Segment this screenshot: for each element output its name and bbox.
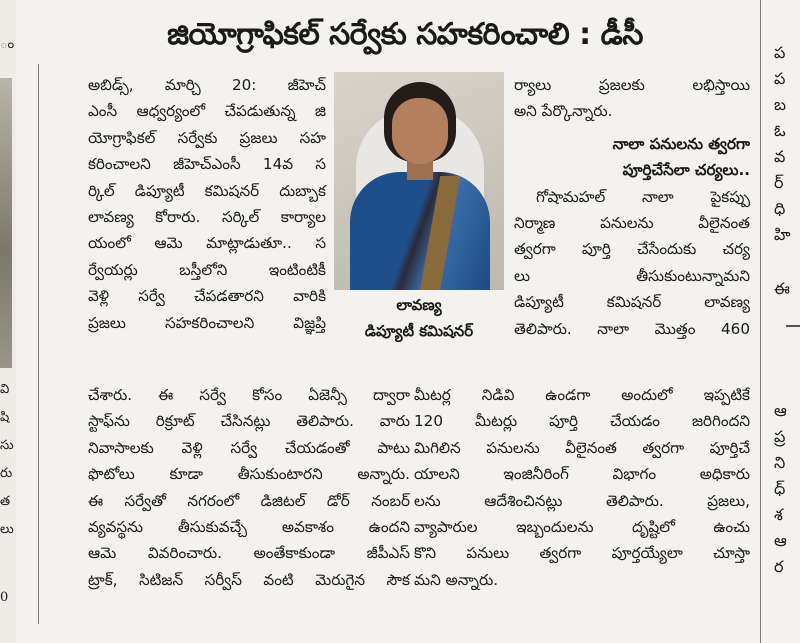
left-glyph: త — [0, 494, 11, 509]
text-line: లావణ్య కోరారు. సర్కిల్ కార్యాల — [88, 207, 326, 226]
left-glyph: సు — [0, 438, 14, 453]
text-line: ఫొటోలు కూడా తీసుకుంటారని అన్నారు. — [88, 465, 410, 484]
article-column-3 — [514, 72, 750, 342]
caption-title: డిప్యూటీ కమిషనర్ — [364, 322, 474, 340]
left-glyph: 0 — [0, 590, 9, 605]
article-column-3-bottom — [414, 382, 750, 593]
right-glyph: ర్ — [774, 173, 784, 192]
text-line: యోగ్రాఫికల్ సర్వేకు ప్రజలు సహ — [88, 128, 326, 147]
text-line: నిర్మాణ పనులను వీలైనంత — [514, 213, 750, 232]
left-glyph: ం — [0, 37, 14, 52]
column-rule-left — [38, 64, 39, 624]
right-glyph: ప — [774, 43, 786, 62]
text-line: మిగిలిన పనులను వీలైనంత త్వరగా పూర్తిచే — [414, 438, 750, 457]
right-glyph: ఓ — [774, 121, 786, 140]
text-line: ర్వేయర్లు బస్తీలోని ఇంటింటికీ — [88, 260, 326, 279]
right-glyph: ని — [774, 453, 786, 472]
right-glyph: ఈ — [774, 279, 790, 298]
text-line: ప్రజలు సహకరించాలని విజ్ఞప్తి — [88, 313, 326, 332]
text-line: నివాసాలకు వెళ్లి సర్వే చేయడంతో పాటు — [88, 438, 410, 457]
caption-name: లావణ్య — [396, 296, 442, 314]
text-line: స్టాఫ్‌ను రిక్రూట్ చేసినట్లు తెలిపారు. వారు — [88, 412, 410, 431]
deputy-commissioner-photo — [334, 72, 504, 290]
headline: జియోగ్రాఫికల్ సర్వేకు సహకరించాలి : డీసీ — [167, 17, 643, 52]
face — [392, 98, 448, 164]
text-line: లను ఆదేశించినట్లు తెలిపారు. ప్రజలు, — [414, 491, 750, 510]
text-line: చేశారు. ఈ సర్వే కోసం ఏజెన్సీ ద్వారా — [88, 386, 410, 404]
text-line: మని అన్నారు. — [414, 570, 499, 589]
adjacent-article-left — [0, 0, 16, 643]
article-column-1-bottom — [88, 382, 410, 593]
text-line: ఈ సర్వేతో నగరంలో డిజిటల్ డోర్ నంబర్ — [88, 491, 410, 510]
text-line: ఆమె వివరించారు. అంతేకాకుండా జీపీఎస్ — [88, 544, 410, 563]
left-glyph: షి — [0, 410, 10, 425]
right-glyph: ప — [774, 69, 786, 88]
right-glyph: ఆ — [774, 401, 787, 420]
text-line: యాలని ఇంజినీరింగ్ విభాగం అధికారు — [414, 465, 750, 484]
text-line: 120 మీటర్లు పూర్తి చేయడం జరిగిందని — [414, 412, 750, 431]
right-glyph: బ — [774, 95, 787, 114]
right-glyph: హి — [774, 225, 791, 244]
text-line: ర్కిల్ డిప్యూటీ కమిషనర్ దుబ్బాక — [88, 181, 326, 200]
text-line: మీటర్ల నిడివి ఉండగా అందులో ఇప్పటికే — [414, 386, 750, 404]
text-line: తెలిపారు. నాలా మొత్తం 460 — [514, 319, 750, 338]
subheading-line: పూర్తిచేసేలా చర్యలు.. — [622, 161, 750, 180]
right-glyph: శ — [774, 505, 783, 524]
text-line: లు తీసుకుంటున్నామని — [514, 266, 750, 285]
adjacent-article-right — [768, 0, 800, 643]
right-glyph: ఆ — [774, 531, 787, 550]
text-line: అబిడ్స్, మార్చి 20: జీహెచ్ — [88, 76, 326, 94]
right-glyph: ధి — [774, 199, 786, 218]
article-column-1 — [88, 72, 326, 336]
text-line: ఎంసీ ఆధ్వర్యంలో చేపడుతున్న జి — [88, 102, 326, 121]
text-line: వ్యవస్థను తీసుకువచ్చే అవకాశం ఉందని — [88, 517, 410, 536]
text-line: త్వరగా పూర్తి చేసేందుకు చర్య — [514, 240, 750, 259]
text-line: యంలో ఆమె మాట్లాడుతూ.. స — [88, 234, 326, 253]
subheading-line: నాలా పనులను త్వరగా — [612, 134, 750, 153]
left-glyph: వి — [0, 382, 10, 397]
adjacent-photo — [0, 78, 12, 368]
text-line: వ్యాపారుల ఇబ్బందులను దృష్టిలో ఉంచు — [414, 517, 750, 536]
text-line: కొని పనులు త్వరగా పూర్తయ్యేలా చూస్తా — [414, 544, 750, 563]
right-glyph: వ — [774, 147, 786, 166]
right-glyph: ర — [774, 557, 784, 576]
right-glyph: ప్ర — [774, 427, 786, 446]
column-rule-right — [760, 0, 761, 643]
left-glyph: లు — [0, 522, 14, 537]
text-line: కరించాలని జీహెచ్ఎంసీ 14వ స — [88, 155, 326, 174]
text-line: గోషామహల్ నాలా పైకప్పు — [536, 187, 750, 206]
text-line: ట్రాక్, సిటిజన్ సర్వీస్ వంటి మెరుగైన సౌక — [88, 570, 410, 589]
divider — [786, 325, 800, 327]
text-line: అని పేర్కొన్నారు. — [514, 102, 613, 121]
right-glyph: ధ్ — [774, 479, 786, 498]
text-line: డిప్యూటీ కమిషనర్ లావణ్య — [514, 293, 750, 312]
left-glyph: రు — [0, 466, 13, 481]
text-line: వెళ్లి సర్వే చేపడతారని వారికి — [88, 287, 326, 306]
saree — [350, 172, 490, 290]
text-line: ర్యాలు ప్రజలకు లభిస్తాయి — [514, 76, 750, 94]
photo-caption — [334, 292, 504, 344]
